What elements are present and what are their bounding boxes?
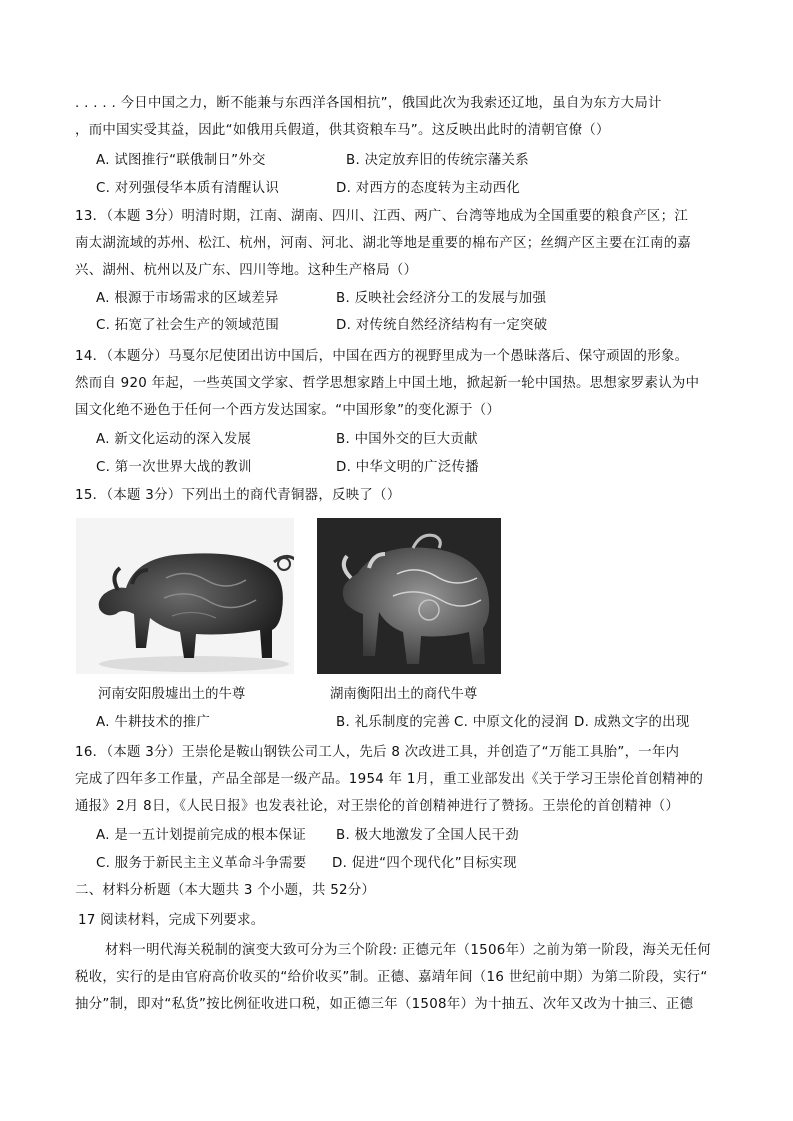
section-2-heading: 二、材料分析题（本大题共 3 个小题，共 52分）: [75, 883, 376, 898]
q15-option-b: B. 礼乐制度的完善: [336, 715, 451, 730]
q16-option-c: C. 服务于新民主主义革命斗争需要: [96, 856, 307, 871]
q13-option-a: A. 根源于市场需求的区域差异: [96, 291, 279, 306]
q12-line-1: . . . . . 今日中国之力，断不能兼与东西洋各国相抗”，俄国此次为我索还辽地，虽自为东方大局计: [75, 96, 662, 111]
q14-option-b: B. 中国外交的巨大贡献: [336, 432, 478, 447]
q14-line-1: 14．（本题分）马戛尔尼使团出访中国后，中国在西方的视野里成为一个愚昧落后、保守顽固的形象。: [75, 349, 689, 364]
q13-option-b: B. 反映社会经济分工的发展与加强: [336, 291, 547, 306]
q15-caption-left: 河南安阳殷墟出土的牛尊: [98, 687, 246, 702]
q13-option-d: D. 对传统自然经济结构有一定突破: [336, 318, 548, 333]
q14-option-a: A. 新文化运动的深入发展: [96, 432, 252, 447]
q15-line-1: 15．（本题 3分）下列出土的商代青铜器，反映了（）: [75, 488, 401, 503]
q13-option-c: C. 拓宽了社会生产的领域范围: [96, 318, 280, 333]
q16-option-b: B. 极大地激发了全国人民干劲: [336, 828, 519, 843]
q17-material-line-3: 抽分”制，即对“私货”按比例征收进口税，如正德三年（1508年）为十抽五、次年又改为十抽三、正德: [75, 997, 694, 1012]
q17-intro: 17 阅读材料，完成下列要求。: [78, 913, 265, 928]
q15-option-c: C. 中原文化的浸润: [454, 715, 569, 730]
q14-option-d: D. 中华文明的广泛传播: [336, 460, 479, 475]
q16-line-2: 完成了四年多工作量，产品全部是一级产品。1954 年 1月，重工业部发出《关于学习王崇伦首创精神的: [75, 772, 704, 787]
q16-option-d: D. 促进“四个现代化”目标实现: [332, 856, 517, 871]
q12-option-b: B. 决定放弃旧的传统宗藩关系: [346, 153, 529, 168]
q13-line-2: 南太湖流域的苏州、松江、杭州，河南、河北、湖北等地是重要的棉布产区；丝绸产区主要在江南的嘉: [75, 236, 692, 251]
q14-line-3: 国文化绝不逊色于任何一个西方发达国家。“中国形象”的变化源于（）: [75, 403, 501, 418]
q15-option-d: D. 成熟文字的出现: [574, 715, 690, 730]
q14-line-2: 然而自 920 年起，一些英国文学家、哲学思想家踏上中国土地，掀起新一轮中国热。思想家罗素认为中: [75, 376, 700, 391]
q12-option-d: D. 对西方的态度转为主动西化: [336, 181, 521, 196]
q16-line-1: 16．（本题 3分）王崇伦是鞍山钢铁公司工人，先后 8 次改进工具，并创造了“万能工具胎”，一年内: [75, 745, 680, 760]
q17-material-line-2: 税收，实行的是由官府高价收买的“给价收买”制。正德、嘉靖年间（16 世纪前中期）为第二阶段，实行“: [75, 970, 708, 985]
bronze-ox-zun-hengyang-image: [317, 518, 501, 674]
q12-line-2: ，而中国实受其益，因此“如俄用兵假道，供其资粮车马”。这反映出此时的清朝官僚（）: [75, 123, 610, 138]
q15-option-a: A. 牛耕技术的推广: [96, 715, 211, 730]
bronze-ox-zun-anyang-image: [76, 518, 294, 674]
q17-material-line-1: 材料一明代海关税制的演变大致可分为三个阶段: 正德元年（1506年）之前为第一阶段，海关无任何: [105, 943, 711, 958]
q16-line-3: 通报》2月 8日，《人民日报》也发表社论，对王崇伦的首创精神进行了赞扬。王崇伦的首创精神（）: [75, 799, 680, 814]
q15-caption-right: 湖南衡阳出土的商代牛尊: [330, 687, 478, 702]
q12-option-c: C. 对列强侵华本质有清醒认识: [96, 181, 280, 196]
q12-option-a: A. 试图推行“联俄制日”外交: [96, 153, 266, 168]
q13-line-1: 13．（本题 3分）明清时期，江南、湖南、四川、江西、两广、台湾等地成为全国重要的粮食产区；江: [75, 209, 689, 224]
q13-line-3: 兴、湖州、杭州以及广东、四川等地。这种生产格局（）: [75, 263, 418, 278]
q16-option-a: A. 是一五计划提前完成的根本保证: [96, 828, 307, 843]
q14-option-c: C. 第一次世界大战的教训: [96, 460, 252, 475]
